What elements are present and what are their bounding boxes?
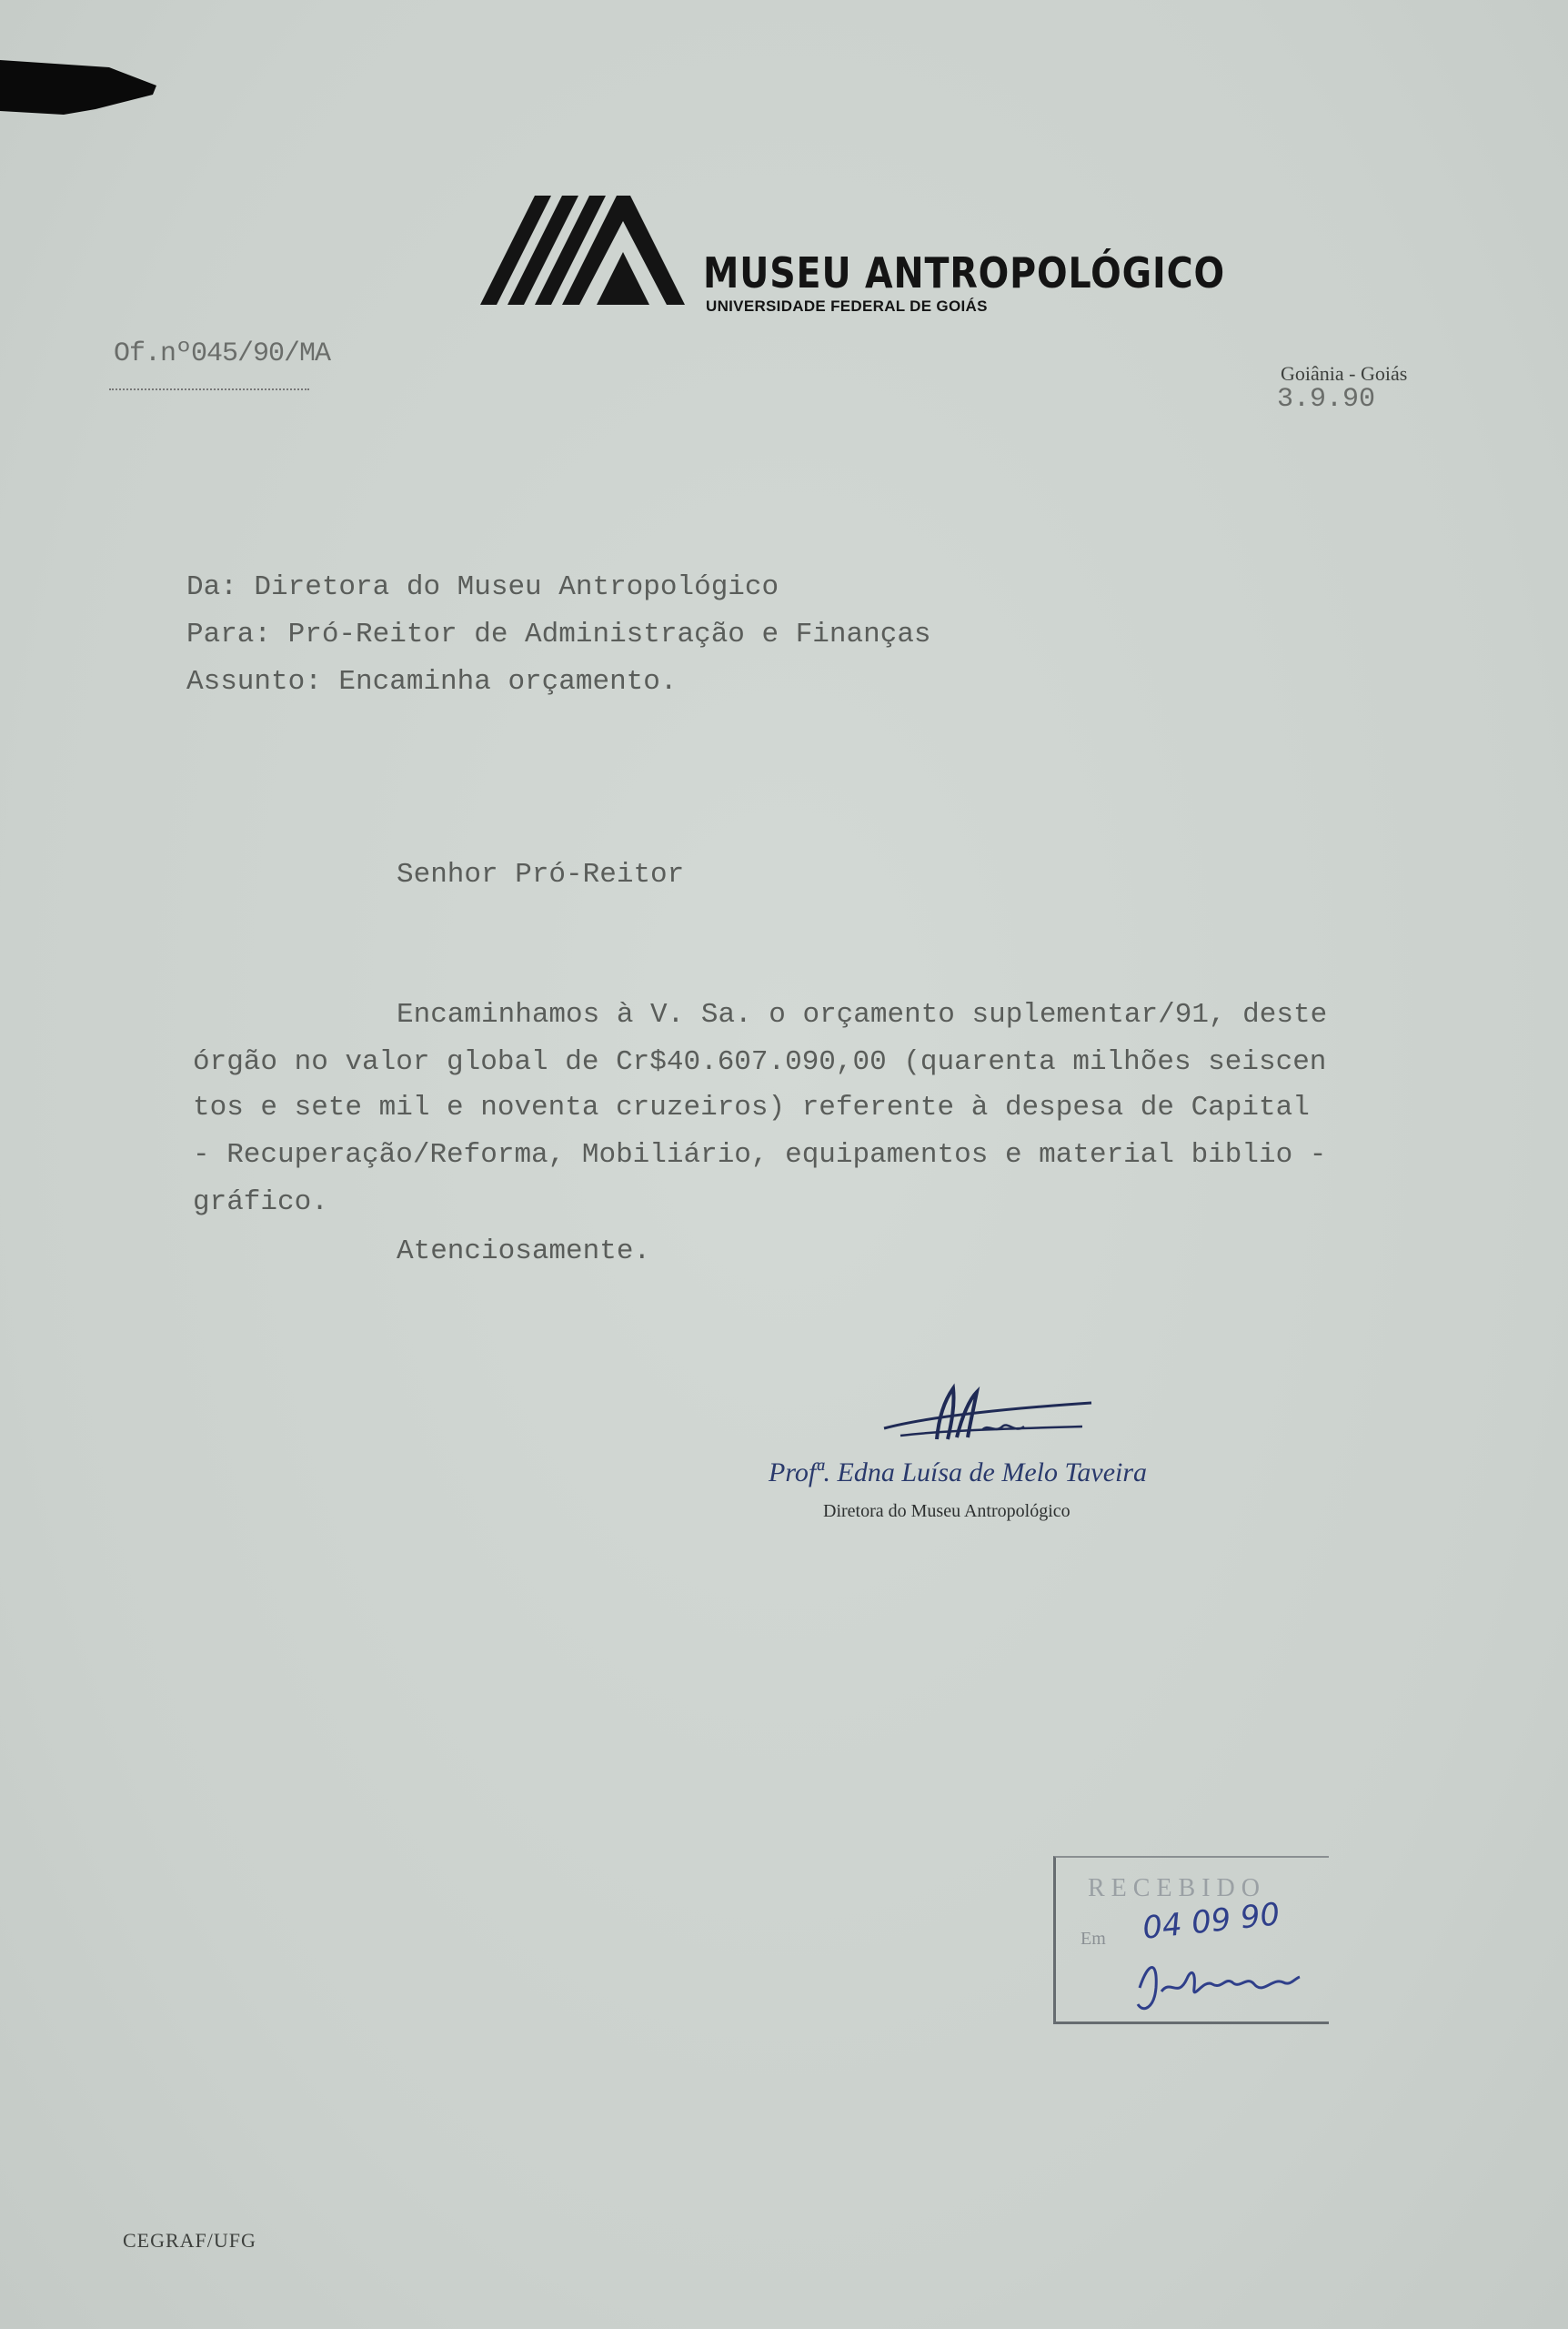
stamp-title: RECEBIDO bbox=[1088, 1874, 1266, 1902]
memo-from: Da: Diretora do Museu Antropológico bbox=[186, 571, 779, 603]
body-line: Encaminhamos à V. Sa. o orçamento suplementar/91, deste bbox=[397, 999, 1328, 1031]
redaction-mark bbox=[0, 55, 159, 118]
body-line: gráfico. bbox=[193, 1186, 328, 1218]
body-line: - Recuperação/Reforma, Mobiliário, equipamentos e material biblio - bbox=[193, 1139, 1327, 1171]
received-stamp bbox=[1053, 1856, 1331, 2029]
reference-number: Of.nº045/90/MA bbox=[114, 338, 331, 369]
handwritten-signature bbox=[882, 1383, 1101, 1447]
museum-logo bbox=[480, 196, 1225, 315]
closing: Atenciosamente. bbox=[397, 1235, 651, 1267]
logo-subtitle: UNIVERSIDADE FEDERAL DE GOIÁS bbox=[706, 297, 988, 315]
salutation: Senhor Pró-Reitor bbox=[397, 859, 685, 891]
body-line: tos e sete mil e noventa cruzeiros) referente à despesa de Capital bbox=[193, 1092, 1310, 1124]
stamp-label: Em bbox=[1081, 1929, 1106, 1949]
body-line: órgão no valor global de Cr$40.607.090,00 (quarenta milhões seiscen bbox=[193, 1046, 1327, 1078]
reference-underline bbox=[109, 388, 309, 390]
logo-title: MUSEU ANTROPOLÓGICO bbox=[703, 248, 1225, 297]
logo-stripes-icon bbox=[480, 196, 689, 310]
printer-credit: CEGRAF/UFG bbox=[123, 2229, 256, 2252]
signer-role: Diretora do Museu Antropológico bbox=[823, 1501, 1070, 1521]
document-date: 3.9.90 bbox=[1277, 384, 1376, 415]
city-label: Goiânia - Goiás bbox=[1281, 362, 1408, 385]
signer-name: Profª. Edna Luísa de Melo Taveira bbox=[769, 1457, 1148, 1487]
stamp-date: 04 09 90 bbox=[1141, 1896, 1282, 1947]
memo-subject: Assunto: Encaminha orçamento. bbox=[186, 666, 678, 698]
memo-to: Para: Pró-Reitor de Administração e Finanças bbox=[186, 619, 931, 650]
stamp-signature bbox=[1131, 1951, 1303, 2015]
